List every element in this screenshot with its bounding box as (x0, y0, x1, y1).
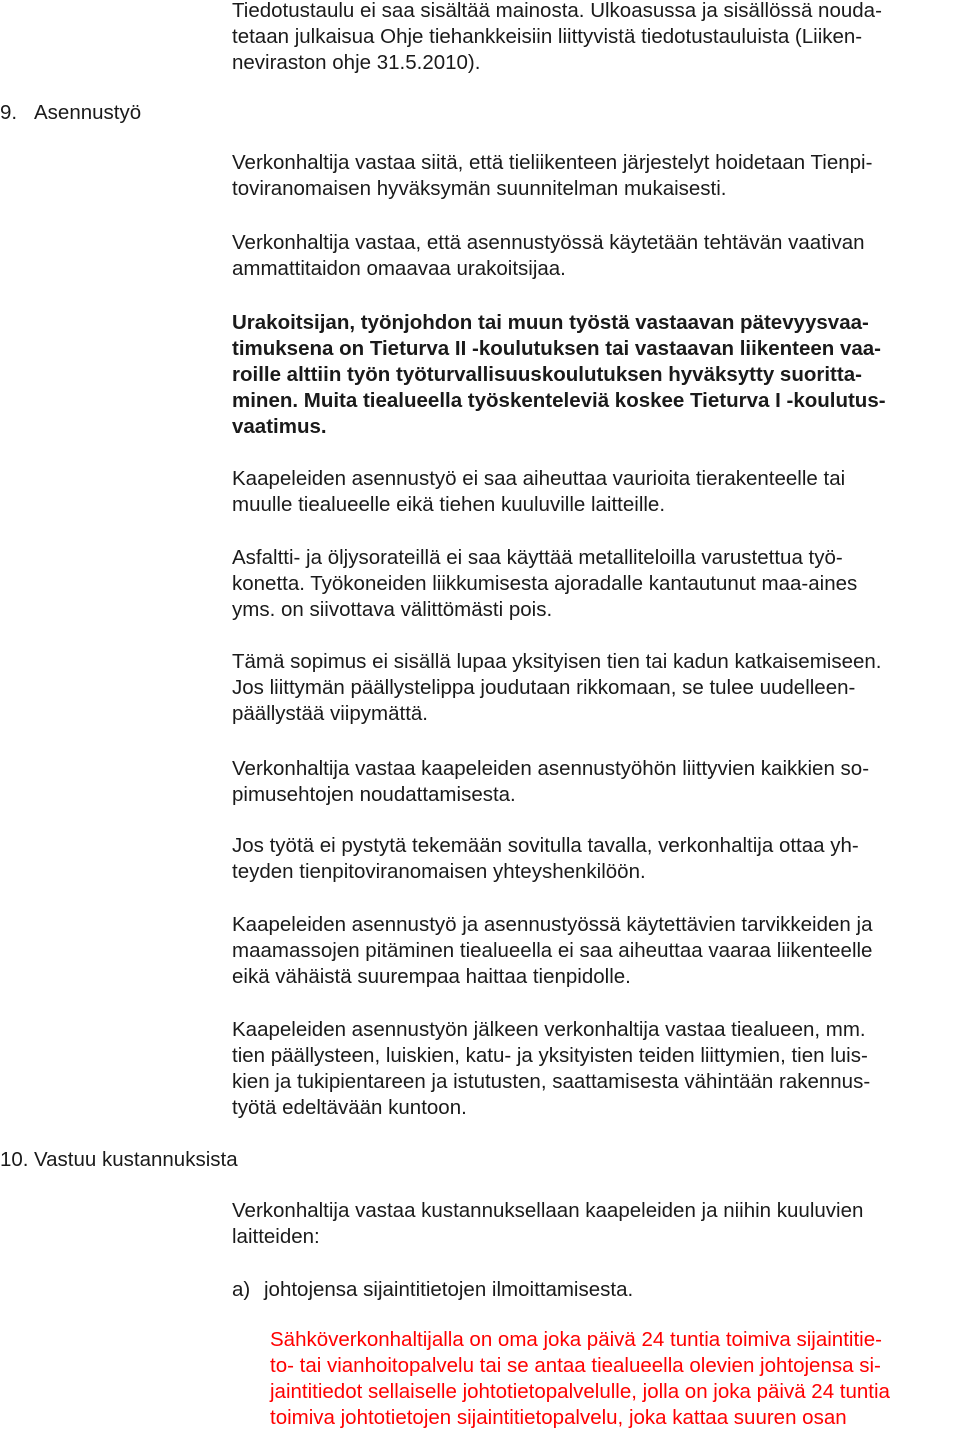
text-line: maamassojen pitäminen tiealueella ei saa aiheuttaa vaaraa liikenteelle (232, 939, 873, 962)
text-line: Verkonhaltija vastaa kustannuksellaan kaapeleiden ja niihin kuuluvien (232, 1199, 864, 1222)
paragraph-asphalt-roads (232, 545, 960, 623)
text-line: Kaapeleiden asennustyö ei saa aiheuttaa vaurioita tierakenteelle tai (232, 467, 846, 490)
section-heading-9 (0, 100, 141, 126)
paragraph-restoration (232, 1017, 960, 1121)
section-number: 10. (0, 1148, 29, 1171)
text-line: Asfaltti- ja öljysorateillä ei saa käyttää metalliteloilla varustettua työ- (232, 546, 843, 569)
paragraph-materials-on-road (232, 912, 960, 990)
text-line: Jos liittymän päällystelippa joudutaan rikkomaan, se tulee uudelleen- (232, 676, 856, 699)
paragraph-contractor-skills (232, 230, 960, 282)
text-line: timuksena on Tieturva II -koulutuksen tai vastaavan liikenteen vaa- (232, 337, 882, 360)
text-line: to- tai vianhoitopalvelu tai se antaa tiealueella olevien johtojensa si- (270, 1354, 881, 1377)
section-title: Vastuu kustannuksista (34, 1148, 238, 1171)
text-line: pimusehtojen noudattamisesta. (232, 783, 516, 806)
text-line: Verkonhaltija vastaa siitä, että tieliikenteen järjestelyt hoidetaan Tienpi- (232, 151, 873, 174)
text-line: Tiedotustaulu ei saa sisältää mainosta. Ulkoasussa ja sisällössä nouda- (232, 0, 882, 22)
text-line: Kaapeleiden asennustyön jälkeen verkonhaltija vastaa tiealueen, mm. (232, 1018, 866, 1041)
paragraph-road-cutting (232, 649, 960, 727)
text-line: kien ja tukipientareen ja istutusten, saattamisesta vähintään rakennus- (232, 1070, 871, 1093)
text-line: Jos työtä ei pystytä tekemään sovitulla tavalla, verkonhaltija ottaa yh- (232, 834, 859, 857)
text-line: työtä edeltävään kuntoon. (232, 1096, 467, 1119)
text-line: yms. on siivottava välittömästi pois. (232, 598, 553, 621)
text-line: minen. Muita tiealueella työskenteleviä koskee Tieturva I -koulutus- (232, 389, 886, 412)
text-line: toviranomaisen hyväksymän suunnitelman mukaisesti. (232, 177, 727, 200)
text-line: Kaapeleiden asennustyö ja asennustyössä käytettävien tarvikkeiden ja (232, 913, 873, 936)
text-line: vaatimus. (232, 415, 327, 438)
text-line: neviraston ohje 31.5.2010). (232, 51, 481, 74)
text-line: tetaan julkaisua Ohje tiehankkeisiin liittyvistä tiedotustauluista (Liiken- (232, 25, 863, 48)
list-item-a (232, 1277, 960, 1303)
list-item-text: johtojensa sijaintitietojen ilmoittamisesta. (264, 1278, 634, 1301)
list-marker: a) (232, 1278, 251, 1301)
paragraph-cost-responsibility (232, 1198, 960, 1250)
highlighted-note (270, 1327, 960, 1431)
section-title: Asennustyö (34, 101, 142, 124)
section-heading-10 (0, 1147, 238, 1173)
text-line: Verkonhaltija vastaa, että asennustyössä käytetään tehtävän vaativan (232, 231, 865, 254)
paragraph-tieturva-requirement (232, 310, 960, 440)
text-line: konetta. Työkoneiden liikkumisesta ajoradalle kantautunut maa-aines (232, 572, 858, 595)
text-line: Tämä sopimus ei sisällä lupaa yksityisen tien tai kadun katkaisemiseen. (232, 650, 882, 673)
text-line: laitteiden: (232, 1225, 320, 1248)
text-line: Verkonhaltija vastaa kaapeleiden asennustyöhön liittyvien kaikkien so- (232, 757, 870, 780)
text-line: muulle tiealueelle eikä tiehen kuuluville laitteille. (232, 493, 666, 516)
text-line: toimiva johtotietojen sijaintitietopalvelu, joka kattaa suuren osan (270, 1406, 847, 1429)
paragraph-info-board (232, 0, 960, 76)
text-line: roille alttiin työn työturvallisuuskoulutuksen hyväksytty suoritta- (232, 363, 862, 386)
text-line: ammattitaidon omaavaa urakoitsijaa. (232, 257, 566, 280)
text-line: eikä vähäistä suurempaa haittaa tienpidolle. (232, 965, 631, 988)
text-line: tien päällysteen, luiskien, katu- ja yksityisten teiden liittymien, tien luis- (232, 1044, 868, 1067)
text-line: päällystää viipymättä. (232, 702, 428, 725)
text-line: Sähköverkonhaltijalla on oma joka päivä 24 tuntia toimiva sijaintitie- (270, 1328, 882, 1351)
section-number: 9. (0, 101, 18, 124)
paragraph-traffic-arrangements (232, 150, 960, 202)
paragraph-no-damage (232, 466, 960, 518)
paragraph-contract-terms (232, 756, 960, 808)
text-line: Urakoitsijan, työnjohdon tai muun työstä vastaavan pätevyysvaa- (232, 311, 869, 334)
paragraph-contact-authority (232, 833, 960, 885)
text-line: teyden tienpitoviranomaisen yhteyshenkilöön. (232, 860, 646, 883)
text-line: jaintitiedot sellaiselle johtotietopalvelulle, jolla on joka päivä 24 tuntia (270, 1380, 890, 1403)
